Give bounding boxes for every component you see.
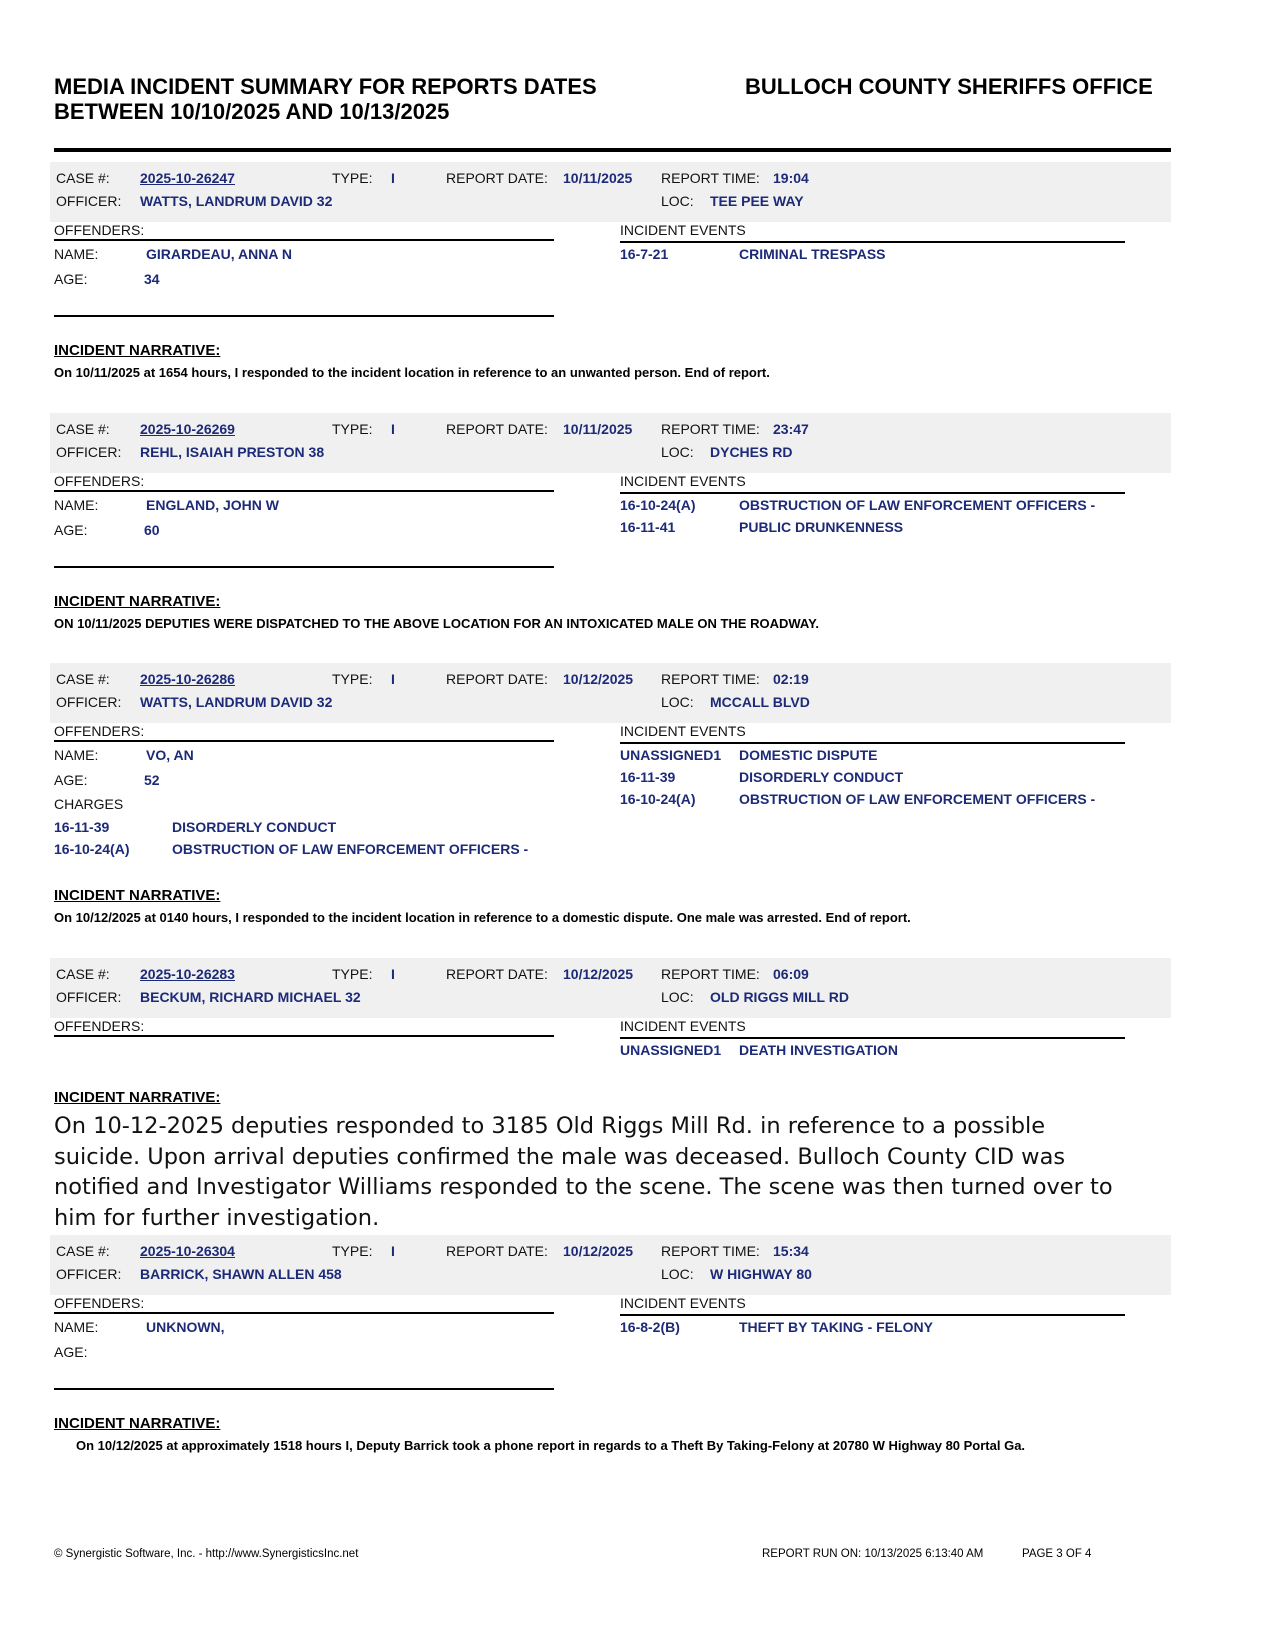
report-time-label: REPORT TIME: (661, 1243, 760, 1259)
offenders-label: OFFENDERS: (54, 723, 145, 739)
case-label: CASE #: (56, 966, 110, 982)
agency-name: BULLOCH COUNTY SHERIFFS OFFICE (745, 74, 1153, 99)
offenders-bottom-rule (54, 315, 554, 317)
footer-page-number: PAGE 3 OF 4 (1022, 1548, 1092, 1560)
type-value: I (391, 1243, 395, 1259)
loc-value: W HIGHWAY 80 (710, 1266, 812, 1282)
type-label: TYPE: (332, 966, 373, 982)
offenders-rule (54, 1312, 554, 1314)
report-time-label: REPORT TIME: (661, 671, 760, 687)
offender-name: ENGLAND, JOHN W (146, 497, 279, 513)
narrative-heading: INCIDENT NARRATIVE: (54, 1415, 221, 1432)
officer-value: BECKUM, RICHARD MICHAEL 32 (140, 989, 361, 1005)
age-label: AGE: (54, 522, 88, 538)
report-date-label: REPORT DATE: (446, 966, 548, 982)
event-code: 16-11-41 (620, 519, 676, 535)
report-time-value: 19:04 (773, 170, 809, 186)
type-value: I (391, 671, 395, 687)
report-time-label: REPORT TIME: (661, 421, 760, 437)
name-label: NAME: (54, 1319, 99, 1335)
report-time-label: REPORT TIME: (661, 966, 760, 982)
offenders-label: OFFENDERS: (54, 222, 145, 238)
offenders-bottom-rule (54, 566, 554, 568)
report-date-value: 10/12/2025 (563, 671, 634, 687)
officer-label: OFFICER: (56, 1266, 122, 1282)
narrative-text: On 10/12/2025 at approximately 1518 hours I, Deputy Barrick took a phone report in regards to a Theft By Taking-Felony at 20780 W Highway 80 Portal Ga. (76, 1438, 1026, 1453)
narrative-text: ON 10/11/2025 DEPUTIES WERE DISPATCHED TO THE ABOVE LOCATION FOR AN INTOXICATED MALE ON THE ROADWAY. (54, 616, 819, 631)
incident-events-label: INCIDENT EVENTS (620, 1295, 746, 1311)
event-code: 16-10-24(A) (620, 791, 696, 807)
report-time-value: 02:19 (773, 671, 809, 687)
loc-value: DYCHES RD (710, 444, 793, 460)
report-time-value: 15:34 (773, 1243, 809, 1259)
loc-value: OLD RIGGS MILL RD (710, 989, 849, 1005)
charge-desc: DISORDERLY CONDUCT (172, 819, 337, 835)
narrative-text: On 10-12-2025 deputies responded to 3185 Old Riggs Mill Rd. in reference to a possible suicide. Upon arrival deputies confirmed the male was deceased. Bulloch County CID was notified and Investigator Williams responded to the scene. The scene was then turned over to him for further investigation. (54, 1113, 1113, 1231)
report-date-value: 10/12/2025 (563, 1243, 634, 1259)
loc-value: TEE PEE WAY (710, 193, 804, 209)
narrative-text: On 10/12/2025 at 0140 hours, I responded to the incident location in reference to a domestic dispute. One male was arrested. End of report. (54, 910, 911, 925)
report-title-line2: BETWEEN 10/10/2025 AND 10/13/2025 (54, 99, 450, 124)
report-time-value: 06:09 (773, 966, 809, 982)
event-desc: OBSTRUCTION OF LAW ENFORCEMENT OFFICERS - (739, 791, 1096, 807)
case-number-link[interactable]: 2025-10-26304 (140, 1243, 235, 1259)
loc-value: MCCALL BLVD (710, 694, 810, 710)
offenders-bottom-rule (54, 1388, 554, 1390)
report-date-label: REPORT DATE: (446, 421, 548, 437)
type-label: TYPE: (332, 1243, 373, 1259)
event-code: 16-7-21 (620, 246, 669, 262)
footer-run-on: REPORT RUN ON: 10/13/2025 6:13:40 AM (762, 1548, 984, 1560)
offender-age: 60 (144, 522, 160, 538)
events-rule (620, 742, 1125, 744)
age-label: AGE: (54, 772, 88, 788)
officer-label: OFFICER: (56, 193, 122, 209)
report-date-label: REPORT DATE: (446, 170, 548, 186)
officer-label: OFFICER: (56, 444, 122, 460)
officer-label: OFFICER: (56, 989, 122, 1005)
offenders-label: OFFENDERS: (54, 1295, 145, 1311)
loc-label: LOC: (661, 444, 694, 460)
case-number-link[interactable]: 2025-10-26286 (140, 671, 235, 687)
event-code: 16-8-2(B) (620, 1319, 680, 1335)
officer-value: REHL, ISAIAH PRESTON 38 (140, 444, 325, 460)
type-label: TYPE: (332, 671, 373, 687)
events-rule (620, 241, 1125, 243)
case-label: CASE #: (56, 1243, 110, 1259)
events-rule (620, 492, 1125, 494)
events-rule (620, 1037, 1125, 1039)
offenders-rule (54, 1035, 554, 1037)
charges-label: CHARGES (54, 796, 124, 812)
offender-age: 34 (144, 271, 160, 287)
header-rule (54, 148, 1171, 152)
event-code: UNASSIGNED1 (620, 747, 722, 763)
officer-value: BARRICK, SHAWN ALLEN 458 (140, 1266, 342, 1282)
case-number-link[interactable]: 2025-10-26269 (140, 421, 235, 437)
event-desc: THEFT BY TAKING - FELONY (739, 1319, 933, 1335)
event-desc: OBSTRUCTION OF LAW ENFORCEMENT OFFICERS - (739, 497, 1096, 513)
case-label: CASE #: (56, 421, 110, 437)
event-code: UNASSIGNED1 (620, 1042, 722, 1058)
event-desc: PUBLIC DRUNKENNESS (739, 519, 904, 535)
type-value: I (391, 966, 395, 982)
event-code: 16-11-39 (620, 769, 676, 785)
report-date-label: REPORT DATE: (446, 671, 548, 687)
charge-code: 16-10-24(A) (54, 841, 130, 857)
narrative-text: On 10/11/2025 at 1654 hours, I responded to the incident location in reference to an unwanted person. End of report. (54, 365, 770, 380)
offenders-label: OFFENDERS: (54, 473, 145, 489)
report-title-line1: MEDIA INCIDENT SUMMARY FOR REPORTS DATES (54, 74, 597, 99)
offenders-rule (54, 740, 554, 742)
type-label: TYPE: (332, 421, 373, 437)
event-desc: DEATH INVESTIGATION (739, 1042, 898, 1058)
report-time-label: REPORT TIME: (661, 170, 760, 186)
report-date-value: 10/11/2025 (563, 421, 633, 437)
narrative-heading: INCIDENT NARRATIVE: (54, 593, 221, 610)
incident-events-label: INCIDENT EVENTS (620, 723, 746, 739)
incident-events-label: INCIDENT EVENTS (620, 1018, 746, 1034)
narrative-heading: INCIDENT NARRATIVE: (54, 342, 221, 359)
event-code: 16-10-24(A) (620, 497, 696, 513)
report-time-value: 23:47 (773, 421, 809, 437)
name-label: NAME: (54, 747, 99, 763)
type-value: I (391, 170, 395, 186)
event-desc: DOMESTIC DISPUTE (739, 747, 878, 763)
report-title (54, 74, 597, 124)
incident-events-label: INCIDENT EVENTS (620, 222, 746, 238)
charge-code: 16-11-39 (54, 819, 110, 835)
name-label: NAME: (54, 497, 99, 513)
footer-copyright: © Synergistic Software, Inc. - http://www.SynergisticsInc.net (54, 1548, 359, 1560)
charge-desc: OBSTRUCTION OF LAW ENFORCEMENT OFFICERS - (172, 841, 529, 857)
report-date-value: 10/11/2025 (563, 170, 633, 186)
loc-label: LOC: (661, 989, 694, 1005)
loc-label: LOC: (661, 694, 694, 710)
officer-value: WATTS, LANDRUM DAVID 32 (140, 193, 333, 209)
offenders-label: OFFENDERS: (54, 1018, 145, 1034)
offender-name: GIRARDEAU, ANNA N (146, 246, 292, 262)
report-date-label: REPORT DATE: (446, 1243, 548, 1259)
offender-age: 52 (144, 772, 160, 788)
loc-label: LOC: (661, 1266, 694, 1282)
case-number-link[interactable]: 2025-10-26247 (140, 170, 235, 186)
narrative-heading: INCIDENT NARRATIVE: (54, 1089, 221, 1106)
name-label: NAME: (54, 246, 99, 262)
type-value: I (391, 421, 395, 437)
events-rule (620, 1314, 1125, 1316)
narrative-heading: INCIDENT NARRATIVE: (54, 887, 221, 904)
offender-name: UNKNOWN, (146, 1319, 225, 1335)
event-desc: DISORDERLY CONDUCT (739, 769, 904, 785)
offender-name: VO, AN (146, 747, 194, 763)
type-label: TYPE: (332, 170, 373, 186)
case-number-link[interactable]: 2025-10-26283 (140, 966, 235, 982)
offenders-rule (54, 490, 554, 492)
age-label: AGE: (54, 1344, 88, 1360)
case-label: CASE #: (56, 671, 110, 687)
loc-label: LOC: (661, 193, 694, 209)
report-date-value: 10/12/2025 (563, 966, 634, 982)
case-label: CASE #: (56, 170, 110, 186)
officer-value: WATTS, LANDRUM DAVID 32 (140, 694, 333, 710)
officer-label: OFFICER: (56, 694, 122, 710)
age-label: AGE: (54, 271, 88, 287)
offenders-rule (54, 239, 554, 241)
event-desc: CRIMINAL TRESPASS (739, 246, 886, 262)
incident-events-label: INCIDENT EVENTS (620, 473, 746, 489)
